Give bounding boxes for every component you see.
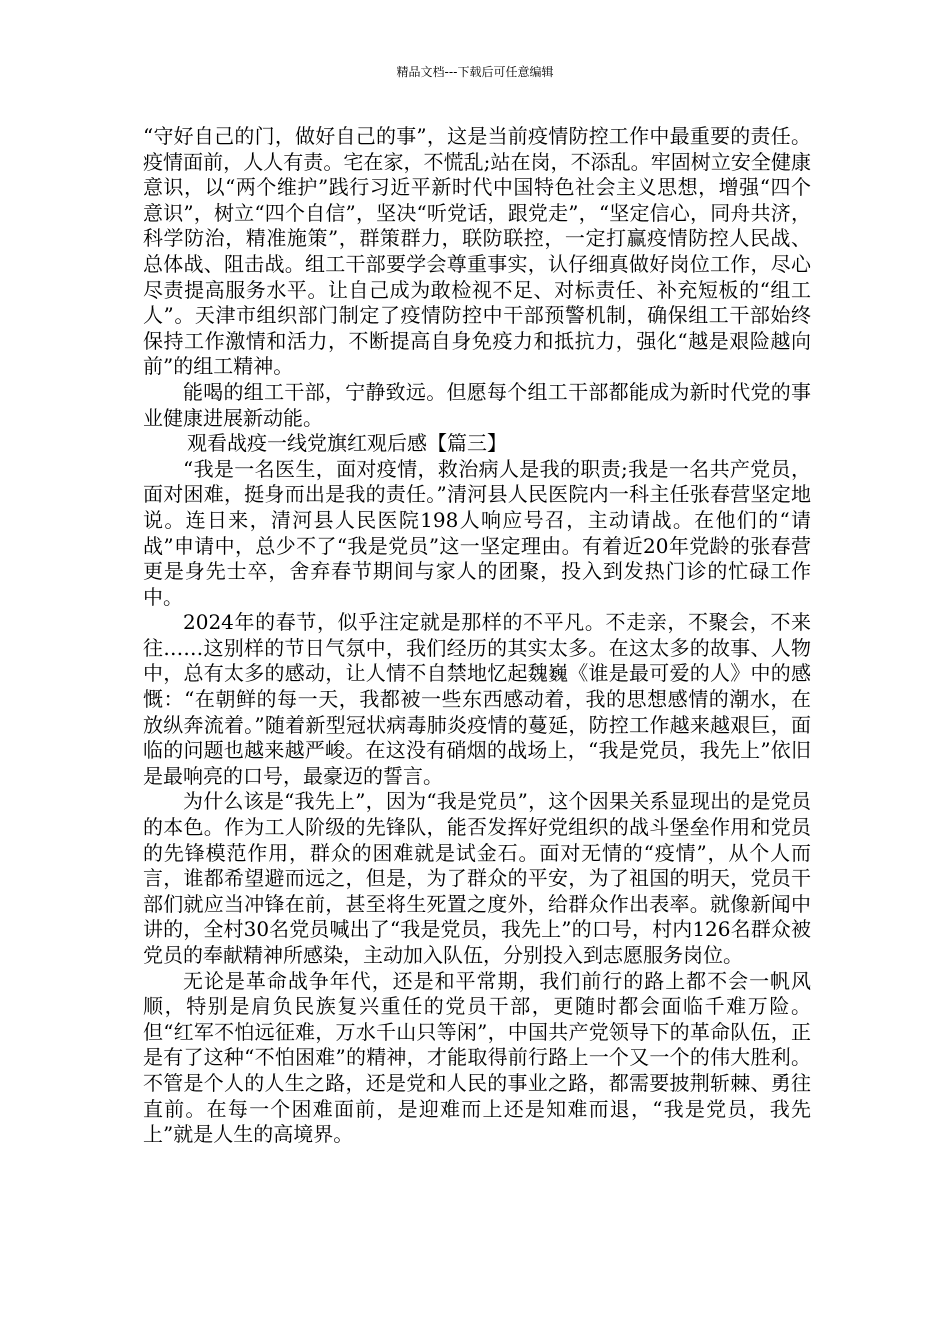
page-header: 精品文档---下载后可任意编辑 bbox=[396, 65, 554, 79]
document-body bbox=[143, 124, 811, 1148]
paragraph-3: “我是一名医生，面对疫情，救治病人是我的职责;我是一名共产党员，面对困难，挺身而出是我的责任。”清河县人民医院内一科主任张春营坚定地说。连日来，清河县人民医院198人响应号召，主动请战。在他们的“请战”申请中，总少不了“我是党员”这一坚定理由。有着近20年党龄的张春营更是身先士卒，舍弃春节期间与家人的团聚，投入到发热门诊的忙碌工作中。 bbox=[143, 456, 811, 609]
section-heading: 观看战疫一线党旗红观后感【篇三】 bbox=[187, 431, 507, 456]
paragraph-6: 无论是革命战争年代，还是和平常期，我们前行的路上都不会一帆风顺，特别是肩负民族复兴重任的党员干部，更随时都会面临千难万险。但“红军不怕远征难，万水千山只等闲”，中国共产党领导下的革命队伍，正是有了这种“不怕困难”的精神，才能取得前行路上一个又一个的伟大胜利。不管是个人的人生之路，还是党和人民的事业之路，都需要披荆斩棘、勇往直前。在每一个困难面前，是迎难而上还是知难而退，“我是党员，我先上”就是人生的高境界。 bbox=[143, 968, 811, 1147]
paragraph-2: 能喝的组工干部，宁静致远。但愿每个组工干部都能成为新时代党的事业健康进展新动能。 bbox=[143, 379, 811, 430]
paragraph-4: 2024年的春节，似乎注定就是那样的不平凡。不走亲，不聚会，不来往……这别样的节日气氛中，我们经历的其实太多。在这太多的故事、人物中，总有太多的感动，让人情不自禁地忆起魏巍《谁是最可爱的人》中的感慨：“在朝鲜的每一天，我都被一些东西感动着，我的思想感情的潮水，在放纵奔流着。”随着新型冠状病毒肺炎疫情的蔓延，防控工作越来越艰巨，面临的问题也越来越严峻。在这没有硝烟的战场上，“我是党员，我先上”依旧是最响亮的口号，最豪迈的誓言。 bbox=[143, 610, 811, 788]
paragraph-1: “守好自己的门，做好自己的事”，这是当前疫情防控工作中最重要的责任。疫情面前，人人有责。宅在家，不慌乱;站在岗，不添乱。牢固树立安全健康意识，以“两个维护”践行习近平新时代中国特色社会主义思想，增强“四个意识”，树立“四个自信”，坚决“听党话，跟党走”，“坚定信心，同舟共济，科学防治，精准施策”，群策群力，联防联控，一定打赢疫情防控人民战、总体战、阻击战。组工干部要学会尊重事实，认仔细真做好岗位工作，尽心尽责提高服务水平。让自己成为敢检视不足、对标责任、补充短板的“组工人”。天津市组织部门制定了疫情防控中干部预警机制，确保组工干部始终保持工作激情和活力，不断提高自身免疫力和抵抗力，强化“越是艰险越向前”的组工精神。 bbox=[143, 124, 811, 379]
paragraph-5: 为什么该是“我先上”，因为“我是党员”，这个因果关系显现出的是党员的本色。作为工人阶级的先锋队，能否发挥好党组织的战斗堡垒作用和党员的先锋模范作用，群众的困难就是试金石。面对无情的“疫情”，从个人而言，谁都希望避而远之，但是，为了群众的平安，为了祖国的明天，党员干部们就应当冲锋在前，甚至将生死置之度外，给群众作出表率。就像新闻中讲的，全村30名党员喊出了“我是党员，我先上”的口号，村内126名群众被党员的奉献精神所感染，主动加入队伍，分别投入到志愿服务岗位。 bbox=[143, 789, 811, 967]
